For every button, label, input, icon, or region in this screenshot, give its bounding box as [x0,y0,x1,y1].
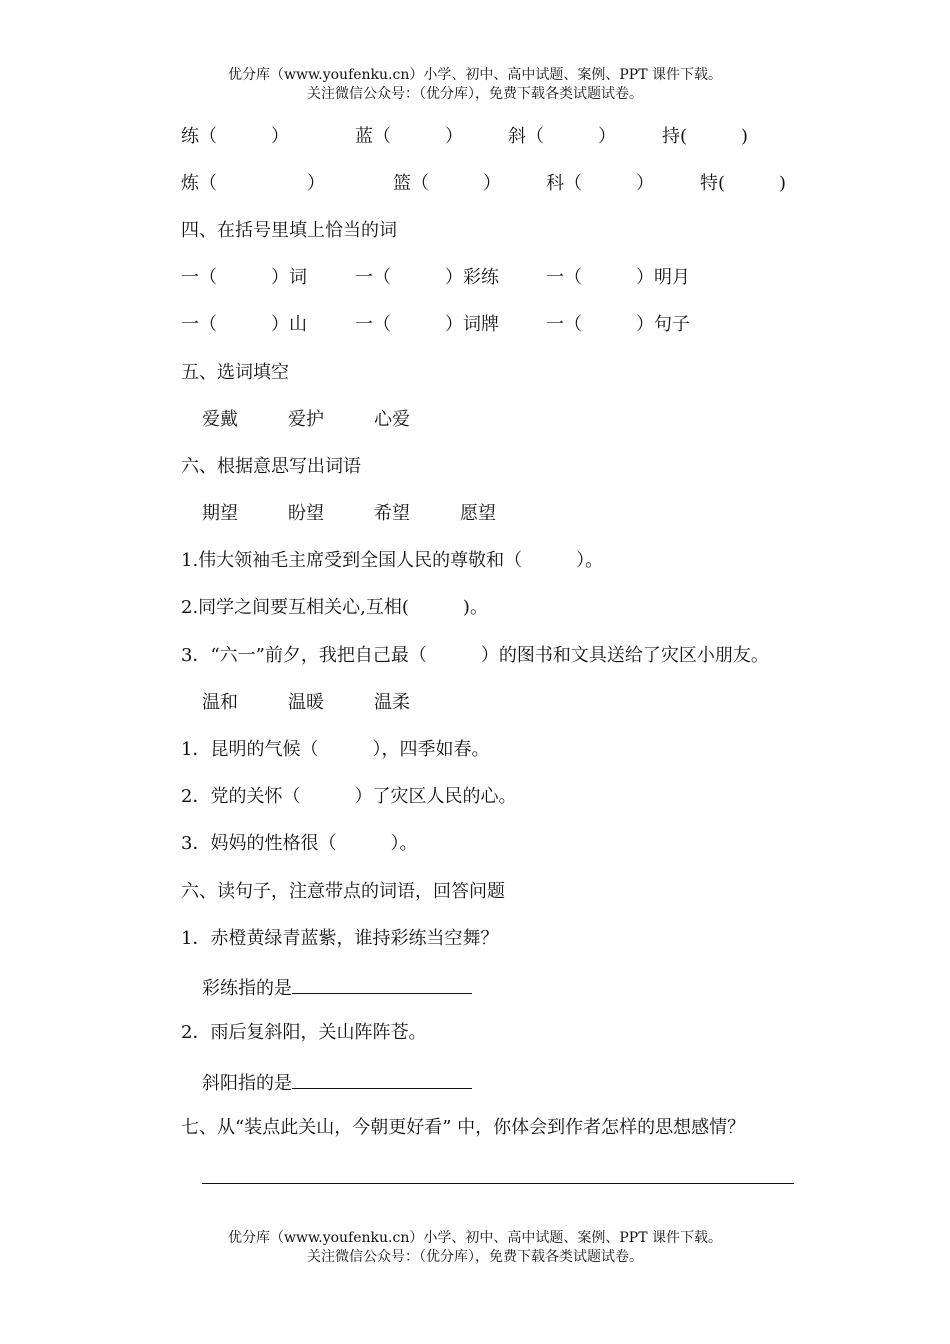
answer-line-1 [202,975,472,1000]
word-option-2: 盼望 [288,503,324,524]
char-pair-5: 炼（ ） [181,173,325,194]
question-5: 2．党的关怀（ ）了灾区人民的心。 [181,786,517,807]
char-pair-8: 特( ) [700,173,787,194]
answer-line-2 [202,1070,472,1095]
question-2: 2.同学之间要互相关心,互相( )。 [181,597,488,618]
page-header-line2: 关注微信公众号：（优分库），免费下载各类试题试卷。 [307,86,643,102]
char-pair-7: 科（ ） [546,173,654,194]
word-option-7: 温柔 [374,692,410,713]
answer-label-2: 斜阳指的是 [202,1073,292,1094]
word-option-1: 期望 [202,503,238,524]
word-choice-2: 爱护 [288,409,324,430]
answer-label-1: 彩练指的是 [202,978,292,999]
fill-word-6: 一（ ）句子 [546,314,690,335]
page-footer-line2: 关注微信公众号：（优分库），免费下载各类试题试卷。 [307,1249,643,1265]
section-6-title: 六、根据意思写出词语 [181,456,361,477]
question-8: 2．雨后复斜阳，关山阵阵苍。 [181,1022,427,1043]
question-7: 1．赤橙黄绿青蓝紫，谁持彩练当空舞？ [181,928,499,949]
page-header-line1: 优分库（www.youfenku.cn）小学、初中、高中试题、案例、PPT 课件下载。 [227,67,722,83]
fill-word-5: 一（ ）词牌 [355,314,499,335]
char-pair-6: 篮（ ） [393,173,501,194]
section-7-title: 七、从“装点此关山，今朝更好看” 中，你体会到作者怎样的思想感情？ [181,1117,746,1138]
char-pair-3: 斜（ ） [508,126,616,147]
question-4: 1．昆明的气候（ ），四季如春。 [181,739,490,760]
fill-word-4: 一（ ）山 [181,314,307,335]
answer-blank-2[interactable] [292,1070,472,1089]
word-option-6: 温暖 [288,692,324,713]
answer-line-long[interactable] [202,1183,794,1184]
question-3: 3．“六一”前夕，我把自己最（ ）的图书和文具送给了灾区小朋友。 [181,645,769,666]
word-choice-1: 爱戴 [202,409,238,430]
section-6b-title: 六、读句子，注意带点的词语，回答问题 [181,881,505,902]
question-6: 3．妈妈的性格很（ ）。 [181,833,418,854]
word-option-4: 愿望 [460,503,496,524]
fill-word-3: 一（ ）明月 [546,267,690,288]
word-choice-3: 心爱 [374,409,410,430]
page-footer-line1: 优分库（www.youfenku.cn）小学、初中、高中试题、案例、PPT 课件下载。 [227,1230,722,1246]
word-option-5: 温和 [202,692,238,713]
answer-blank-1[interactable] [292,975,472,994]
section-5-title: 五、选词填空 [181,362,289,383]
fill-word-1: 一（ ）词 [181,267,307,288]
char-pair-1: 练（ ） [181,126,289,147]
char-pair-4: 持( ) [662,126,749,147]
section-4-title: 四、在括号里填上恰当的词 [181,220,397,241]
fill-word-2: 一（ ）彩练 [355,267,499,288]
word-option-3: 希望 [374,503,410,524]
char-pair-2: 蓝（ ） [355,126,463,147]
question-1: 1.伟大领袖毛主席受到全国人民的尊敬和（ ）。 [181,550,604,571]
